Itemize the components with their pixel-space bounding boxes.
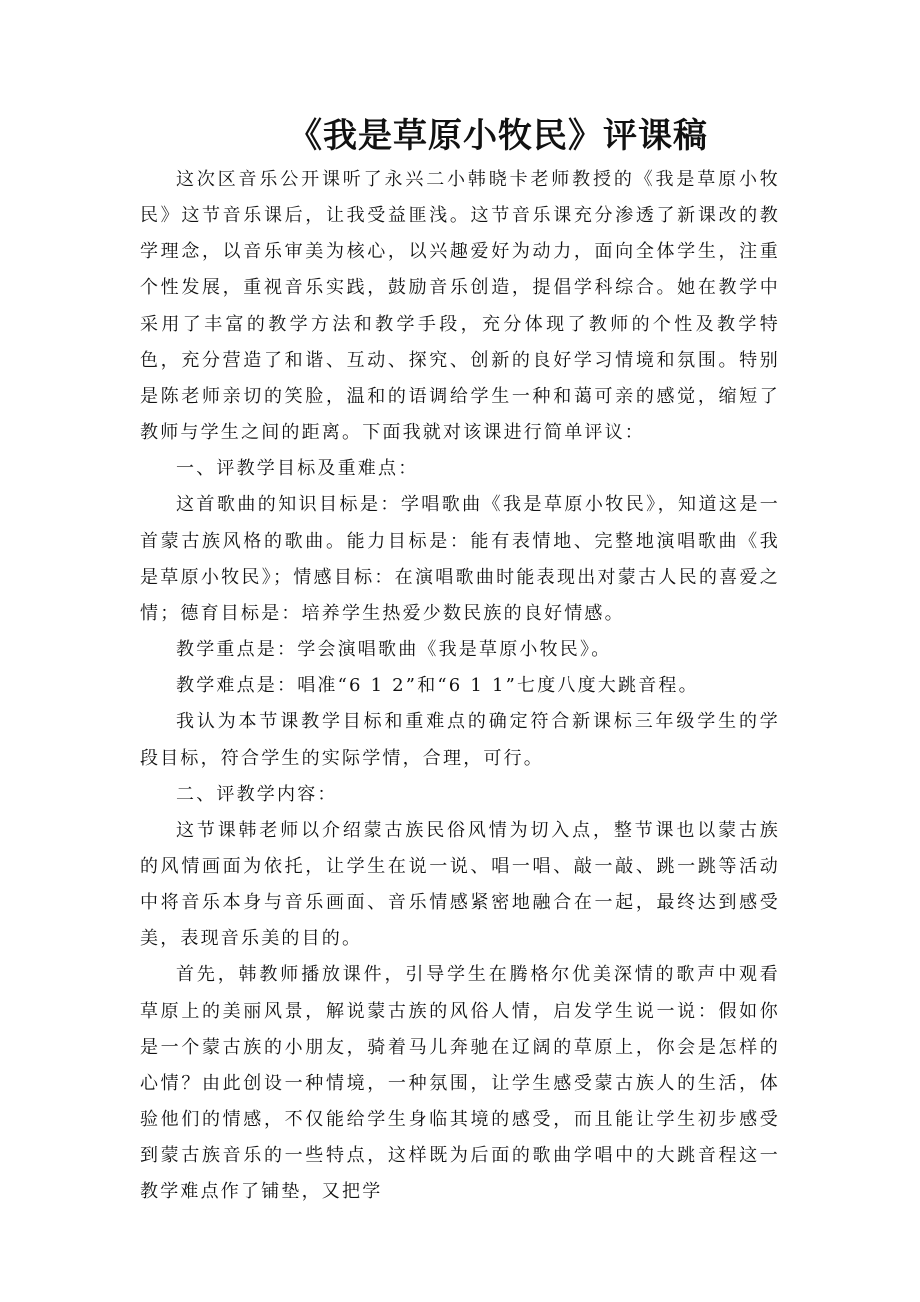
section-heading-goals: 一、评教学目标及重难点：	[176, 458, 419, 480]
paragraph-first-step: 首先，韩教师播放课件，引导学生在腾格尔优美深情的歌声中观看草原上的美丽风景，解说蒙古族的风俗人情，启发学生说一说：假如你是一个蒙古族的小朋友，骑着马儿奔驰在辽阔的草原上，你会是怎样的心情？由此创设一种情境，一种氛围，让学生感受蒙古族人的生活，体验他们的情感，不仅能给学生身临其境的感受，而且能让学生初步感受到蒙古族音乐的一些特点，这样既为后面的歌曲学唱中的大跳音程这一教学难点作了铺垫，又把学	[140, 964, 780, 1203]
paragraph-content: 这节课韩老师以介绍蒙古族民俗风情为切入点，整节课也以蒙古族的风情画面为依托，让学生在说一说、唱一唱、敲一敲、跳一跳等活动中将音乐本身与音乐画面、音乐情感紧密地融合在一起，最终达到感受美，表现音乐美的目的。	[140, 819, 780, 950]
paragraph-intro: 这次区音乐公开课听了永兴二小韩晓卡老师教授的《我是草原小牧民》这节音乐课后，让我受益匪浅。这节音乐课充分渗透了新课改的教学理念，以音乐审美为核心，以兴趣爱好为动力，面向全体学生，注重个性发展，重视音乐实践，鼓励音乐创造，提倡学科综合。她在教学中采用了丰富的教学方法和教学手段，充分体现了教师的个性及教学特色，充分营造了和谐、互动、探究、创新的良好学习情境和氛围。特别是陈老师亲切的笑脸，温和的语调给学生一种和蔼可亲的感觉，缩短了教师与学生之间的距离。下面我就对该课进行简单评议：	[140, 169, 780, 444]
document-title: 《我是草原小牧民》评课稿	[288, 116, 708, 156]
document-body	[140, 162, 780, 1211]
section-heading-content: 二、评教学内容：	[176, 783, 338, 805]
paragraph-goal-evaluation: 我认为本节课教学目标和重难点的确定符合新课标三年级学生的学段目标，符合学生的实际学情，合理，可行。	[140, 711, 780, 769]
paragraph-difficult-point: 教学难点是：唱准“6 1 2”和“6 1 1”七度八度大跳音程。	[176, 675, 699, 697]
paragraph-key-point: 教学重点是：学会演唱歌曲《我是草原小牧民》。	[176, 639, 612, 661]
paragraph-goals: 这首歌曲的知识目标是：学唱歌曲《我是草原小牧民》，知道这是一首蒙古族风格的歌曲。能力目标是：能有表情地、完整地演唱歌曲《我是草原小牧民》；情感目标：在演唱歌曲时能表现出对蒙古人民的喜爱之情；德育目标是：培养学生热爱少数民族的良好情感。	[140, 494, 780, 624]
